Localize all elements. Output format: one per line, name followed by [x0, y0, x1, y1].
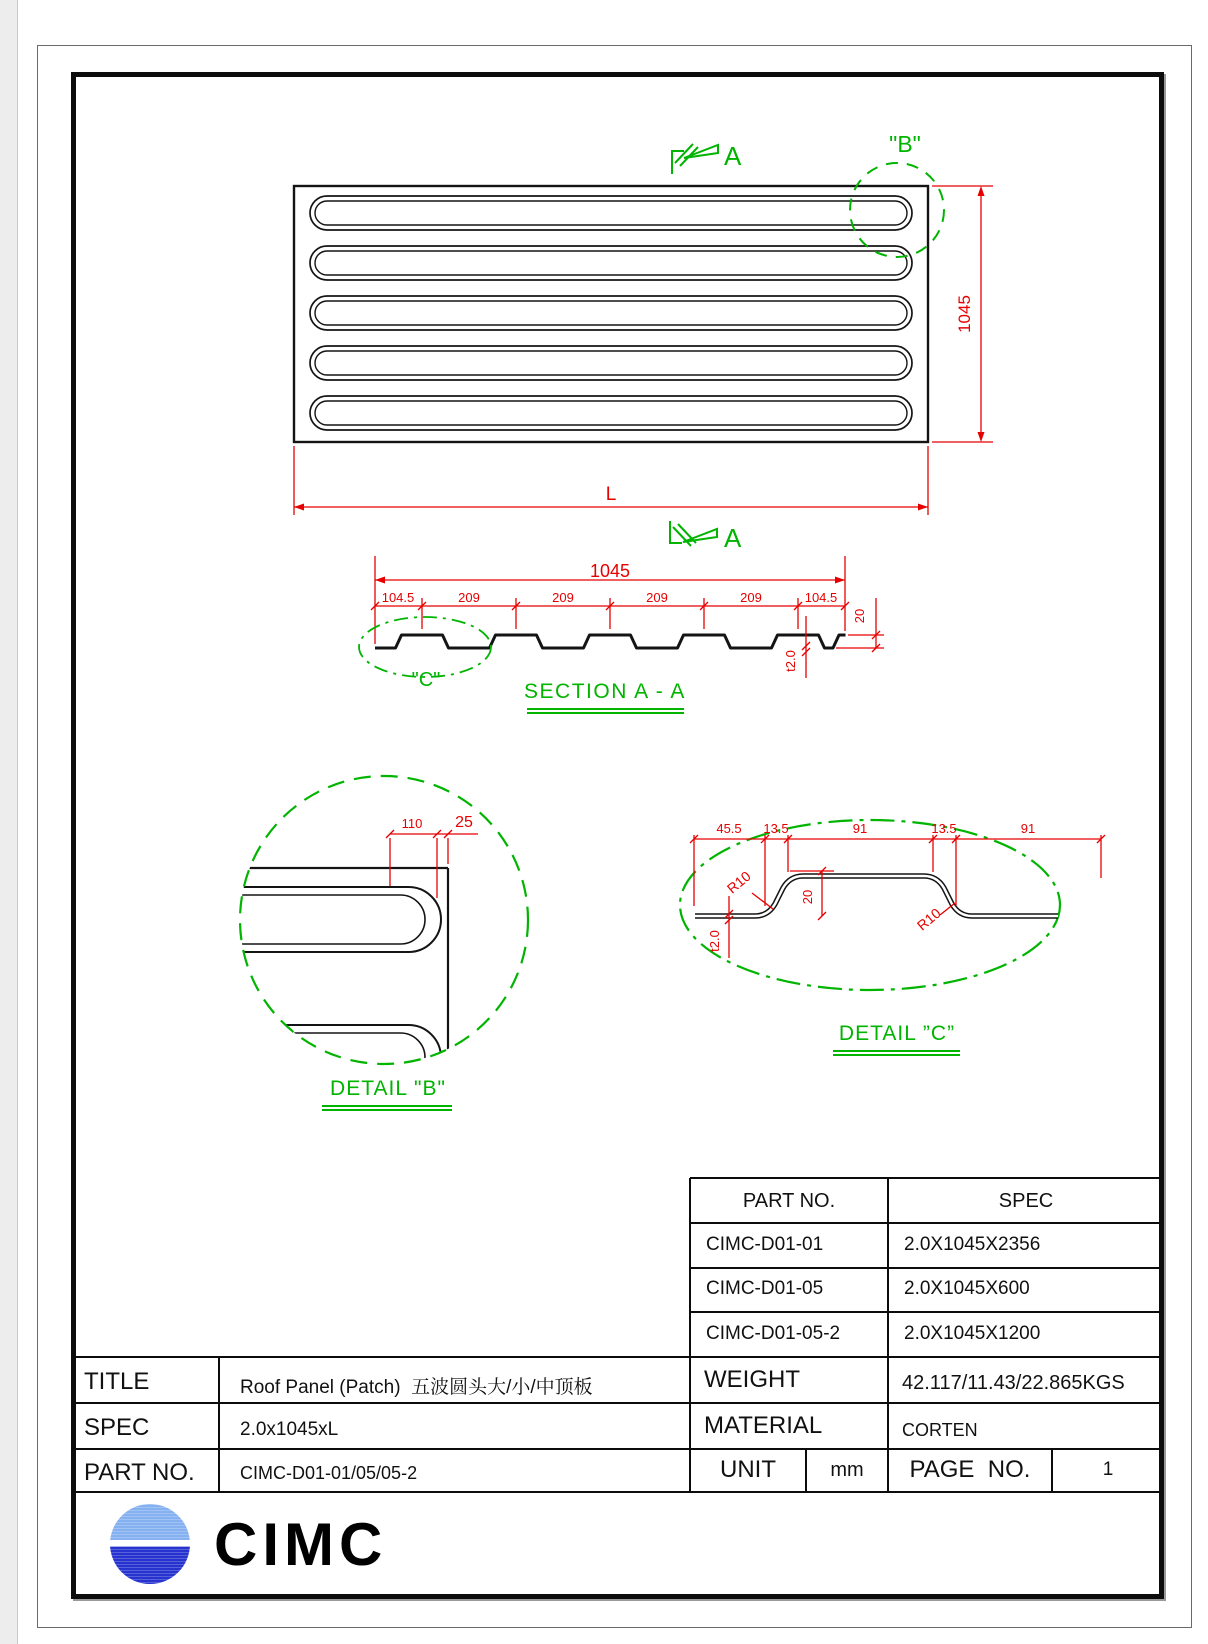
detail-c-title-underline	[833, 1051, 960, 1055]
detail-c-seg-dim-4: 13.5	[931, 821, 957, 836]
detail-c-boundary-ellipse	[680, 820, 1060, 990]
detail-b-offset-dim-text: 110	[401, 816, 423, 831]
section-seg-dim-3: 209	[552, 590, 574, 605]
unit-label: UNIT	[720, 1456, 776, 1483]
detail-c-thickness-dim-text: t2.0	[707, 930, 722, 952]
parts-table-row3-part-no: CIMC-D01-05-2	[706, 1323, 841, 1344]
title-value: Roof Panel (Patch) 五波圆头大/小/中顶板	[240, 1377, 593, 1398]
section-seg-dim-4: 209	[646, 590, 668, 605]
section-marker-bottom	[670, 521, 717, 546]
detail-b-boundary-circle	[240, 776, 528, 1064]
plan-length-dimension-text: L	[605, 484, 617, 505]
cimc-logo-icon	[110, 1504, 190, 1584]
detail-c-seg-dim-1: 45.5	[716, 821, 742, 836]
detail-c-radius-left-text: R10	[723, 867, 754, 897]
detail-c-seg-dim-5: 91	[1020, 821, 1036, 836]
detail-c-title: DETAIL ”C”	[838, 1022, 956, 1045]
detail-c-reference-label: "C"	[411, 669, 441, 691]
detail-b-reference-circle	[850, 163, 944, 257]
weight-label: WEIGHT	[704, 1366, 800, 1393]
plan-view-linework	[294, 186, 928, 442]
detail-c-radius-right-text: R10	[913, 904, 944, 934]
detail-b-edge-dim-text: 25	[455, 814, 473, 831]
part-no-value: CIMC-D01-01/05/05-2	[240, 1463, 418, 1483]
detail-c-dimensions	[690, 835, 1105, 958]
section-marker-top-label: A	[724, 141, 742, 171]
section-marker-bottom-label: A	[724, 523, 742, 553]
section-seg-dim-5: 209	[740, 590, 762, 605]
page-no-label: PAGE NO.	[909, 1456, 1031, 1483]
weight-value: 42.117/11.43/22.865KGS	[902, 1372, 1125, 1394]
plan-height-dimension-text: 1045	[955, 295, 974, 333]
material-label: MATERIAL	[704, 1412, 823, 1439]
parts-table-row3-spec: 2.0X1045X1200	[904, 1323, 1041, 1344]
section-thickness-dimension	[802, 616, 810, 678]
section-seg-dim-1: 104.5	[381, 590, 415, 605]
cimc-logo-text: CIMC	[214, 1511, 388, 1578]
parts-table-header-part-no: PART NO.	[742, 1190, 836, 1212]
section-thickness-dimension-text: t2.0	[783, 650, 798, 672]
spec-label: SPEC	[84, 1414, 150, 1441]
material-value: CORTEN	[902, 1420, 978, 1440]
unit-value: mm	[830, 1459, 864, 1481]
title-label: TITLE	[84, 1368, 150, 1395]
section-segment-dimensions	[371, 598, 849, 629]
section-seg-dim-2: 209	[458, 590, 480, 605]
section-total-dimension-text: 1045	[589, 561, 631, 581]
detail-b-reference-label: "B"	[889, 131, 921, 157]
detail-c-seg-dim-3: 91	[852, 821, 868, 836]
parts-table-header-spec: SPEC	[998, 1190, 1054, 1212]
part-no-label: PART NO.	[84, 1459, 195, 1486]
parts-table-row1-part-no: CIMC-D01-01	[706, 1234, 824, 1255]
section-marker-top	[672, 144, 718, 174]
spec-value: 2.0x1045xL	[240, 1419, 339, 1440]
parts-table-row2-part-no: CIMC-D01-05	[706, 1278, 824, 1299]
parts-table-row1-spec: 2.0X1045X2356	[904, 1234, 1041, 1255]
parts-table-row2-spec: 2.0X1045X600	[904, 1278, 1030, 1299]
detail-c-seg-dim-2: 13.5	[763, 821, 789, 836]
section-title: SECTION A - A	[524, 680, 686, 703]
detail-b-title-underline	[322, 1106, 452, 1110]
section-profile	[375, 635, 846, 648]
detail-b-title: DETAIL "B"	[330, 1077, 446, 1100]
section-title-underline	[527, 709, 684, 713]
section-seg-dim-6: 104.5	[804, 590, 838, 605]
detail-c-height-dim-text: 20	[800, 889, 815, 905]
page-no-value: 1	[1102, 1459, 1114, 1480]
section-height-dimension-text: 20	[852, 608, 867, 624]
